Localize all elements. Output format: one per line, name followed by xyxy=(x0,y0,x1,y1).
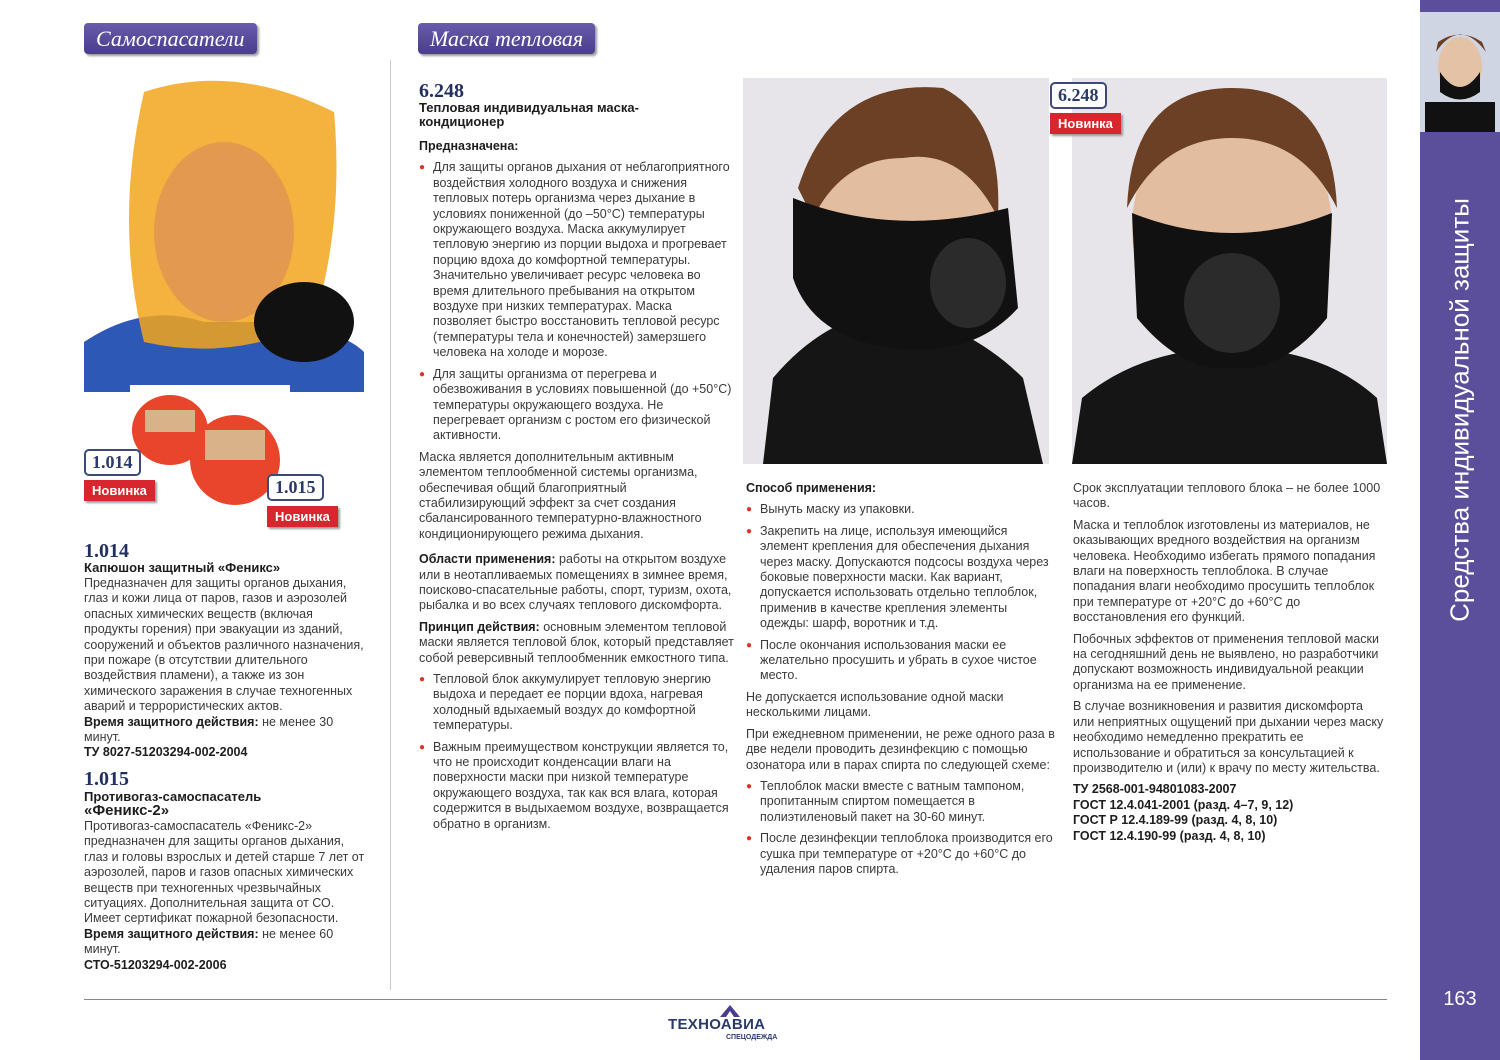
usage-item: ● Вынуть маску из упаковки. xyxy=(746,502,1058,517)
hood-photo xyxy=(84,72,364,392)
sidebar-category-label: Средства индивидуальной защиты xyxy=(1444,198,1475,622)
disinfection-item: ● Теплоблок маски вместе с ватным тампоном, пропитанным спиртом помещается в полиэтиленовый пакет на 30-60 минут. xyxy=(746,779,1058,825)
product-title-1014: Капюшон защитный «Феникс» xyxy=(84,560,281,575)
principle-item: ● Важным преимуществом конструкции является то, что не происходит конденсации влаги на поверхности маски при низкой температуре окружающего воздуха, так как вся влага, которая содержится в выдыхаемом воздухе, возвращается обратно в организм. xyxy=(419,740,734,832)
section-tag-heat-mask: Маска тепловая xyxy=(418,23,595,54)
product-code-1014: 1.014 xyxy=(84,540,129,562)
column-divider xyxy=(390,60,391,990)
product-desc-1014: Предназначен для защиты органов дыхания, глаз и кожи лица от паров, газов и аэрозолей опасных химических веществ (включая продукты горения) при эвакуации из зданий, сооружений и объектов различного назначения, при пожаре (в отсутствии длительного воздействия пламени), а также из зон химического заражения в случае техногенных аварий и террористических актов. Время защитного действия: не менее 30 минут. ТУ 8027-51203294-002-2004 xyxy=(84,576,364,760)
product-desc-6248: Предназначена: ● Для защиты органов дыхания от неблагоприятного воздействия холодного воздуха и снижения тепловых потерь организма через дыхание в условиях пониженной (до –50°С) температуры окружающего воздуха. Маска аккумулирует тепловую энергию из порции выдоха и прогревает порцию вдоха до комфортной температуры. Значительно увеличивает ресурс человека во время длительного пребывания на открытом воздухе при низких температурах. Маска позволяет быстро восстановить тепловой ресурс (температуры тела и конечностей) замерзшего человека на холоде и морозе. ● Для защиты организма от перегрева и обезвоживания в условиях повышенной (до +50°С) температуры окружающего воздуха. Не перегревает организм с ростом его физической активности. Маска является дополнительным активным элементом теплообменной системы организма, обеспечивая общий благоприятный стабилизирующий эффект за счет создания сбалансированного температурно-влажностного кондиционирующего режима дыхания. Области применения: работы на открытом воздухе или в неотапливаемых помещениях в зимнее время, поисково-спасательные работы, спорт, туризм, охота, рыбалка и во всех случаях теплового дискомфорта. Принцип действия: основным элементом тепловой маски является тепловой блок, который представляет собой реверсивный теплообменник емкостного типа. ● Тепловой блок аккумулирует тепловую энергию выдоха и передает ее порции вдоха, нагревая холодный вдыхаемый воздух до комфортной температуры. ● Важным преимуществом конструкции является то, что не происходит конденсации влаги на поверхности маски при низкой температуре окружающего воздуха, так как вся влага, которая содержится в выдыхаемом воздухе, возвращается обратно в организм. xyxy=(419,139,734,838)
disinfection-item: ● После дезинфекции теплоблока производится его сушка при температуре от +20°С до +60°С до удаления паров спирта. xyxy=(746,831,1058,877)
additional-info: Срок эксплуатации теплового блока – не более 1000 часов. Маска и теплоблок изготовлены из материалов, не оказывающих вредного воздействия на организм человека. Необходимо избегать прямого попадания влаги на поверхность теплоблока. В случае попадания влаги необходимо просушить теплоблок при температуре от +20°С до +60°С до восстановления его функций. Побочных эффектов от применения тепловой маски на сегодняшний день не выявлено, но разработчики допускают возможность индивидуальной реакции организма на ее применение. В случае возникновения и развития дискомфорта или неприятных ощущений при дыхании через маску необходимо немедленно прекратить ее использование и обратиться за консультацией к производителю и (или) к врачу по месту жительства. ТУ 2568-001-94801083-2007 ГОСТ 12.4.041-2001 (разд. 4–7, 9, 12) ГОСТ Р 12.4.189-99 (разд. 4, 8, 10) ГОСТ 12.4.190-99 (разд. 4, 8, 10) xyxy=(1073,481,1384,843)
standards-list: ТУ 2568-001-94801083-2007 ГОСТ 12.4.041-2001 (разд. 4–7, 9, 12) ГОСТ Р 12.4.189-99 (разд. 4, 8, 10) ГОСТ 12.4.190-99 (разд. 4, 8, 10) xyxy=(1073,782,1294,843)
product-title-1015: Противогаз-самоспасатель «Феникс-2» xyxy=(84,789,262,819)
purpose-item: ● Для защиты организма от перегрева и обезвоживания в условиях повышенной (до +50°С) температуры окружающего воздуха. Не перегревает организм с ростом его физической активности. xyxy=(419,367,734,444)
product-desc-1015: Противогаз-самоспасатель «Феникс-2» предназначен для защиты органов дыхания, глаз и головы взрослых и детей старше 7 лет от аэрозолей, паров и газов опасных химических веществ при техногенных чрезвычайных ситуациях. Дополнительная защита от СО. Имеет сертификат пожарной безопасности. Время защитного действия: не менее 60 минут. СТО-51203294-002-2006 xyxy=(84,819,365,972)
new-label-6248: Новинка xyxy=(1050,113,1121,134)
new-label-1015: Новинка xyxy=(267,506,338,527)
usage-instructions: Способ применения: ● Вынуть маску из упаковки. ● Закрепить на лице, используя имеющийся элемент крепления для обеспечения дыхания через маску. Допускаются подсосы воздуха через боковые поверхности маски. Как вариант, допускается использовать отдельно теплоблок, применив в качестве крепления элементы одежды: шарф, воротник и т.д. ● После окончания использования маски ее желательно просушить и убрать в сухое чистое место. Не допускается использование одной маски несколькими лицами. При ежедневном применении, не реже одного раза в две недели проводить дезинфекцию с помощью озонатора или в парах спирта по следующей схеме: ● Теплоблок маски вместе с ватным тампоном, пропитанным спиртом помещается в полиэтиленовый пакет на 30-60 минут. ● После дезинфекции теплоблока производится его сушка при температуре от +20°С до +60°С до удаления паров спирта. xyxy=(746,481,1058,883)
product-code-1015: 1.015 xyxy=(84,768,129,790)
mask-photo-front xyxy=(1072,78,1387,464)
mask-photo-side xyxy=(743,78,1049,464)
new-label-1014: Новинка xyxy=(84,480,155,501)
badge-1015: 1.015 xyxy=(267,474,324,501)
badge-1014: 1.014 xyxy=(84,449,141,476)
section-tag-self-rescuers: Самоспасатели xyxy=(84,23,257,54)
purpose-item: ● Для защиты органов дыхания от неблагоприятного воздействия холодного воздуха и снижения тепловых потерь организма через дыхание в условиях пониженной (до –50°С) температуры окружающего воздуха. Маска аккумулирует тепловую энергию из порции выдоха и прогревает порцию вдоха до комфортной температуры. Значительно увеличивает ресурс человека во время длительного пребывания на открытом воздухе при низких температурах. Маска позволяет быстро восстановить тепловой ресурс (температуры тела и конечностей) замерзшего человека на холоде и морозе. xyxy=(419,160,734,360)
product-code-6248: 6.248 xyxy=(419,80,464,102)
footer-rule xyxy=(84,999,1387,1000)
usage-item: ● Закрепить на лице, используя имеющийся элемент крепления для обеспечения дыхания через маску. Допускаются подсосы воздуха через боковые поверхности маски. Как вариант, допускается использовать отдельно теплоблок, применив в качестве крепления элементы одежды: шарф, воротник и т.д. xyxy=(746,524,1058,632)
product-title-6248: Тепловая индивидуальная маска-кондиционер xyxy=(419,100,639,129)
usage-item: ● После окончания использования маски ее желательно просушить и убрать в сухое чистое место. xyxy=(746,638,1058,684)
badge-6248: 6.248 xyxy=(1050,82,1107,109)
principle-item: ● Тепловой блок аккумулирует тепловую энергию выдоха и передает ее порции вдоха, нагревая холодный вдыхаемый воздух до комфортной температуры. xyxy=(419,672,734,734)
page-number: 163 xyxy=(1443,988,1477,1010)
footer-logo: ТЕХНОАВИА СПЕЦОДЕЖДА xyxy=(668,1005,788,1045)
sidebar-thumbnail xyxy=(1420,12,1500,132)
